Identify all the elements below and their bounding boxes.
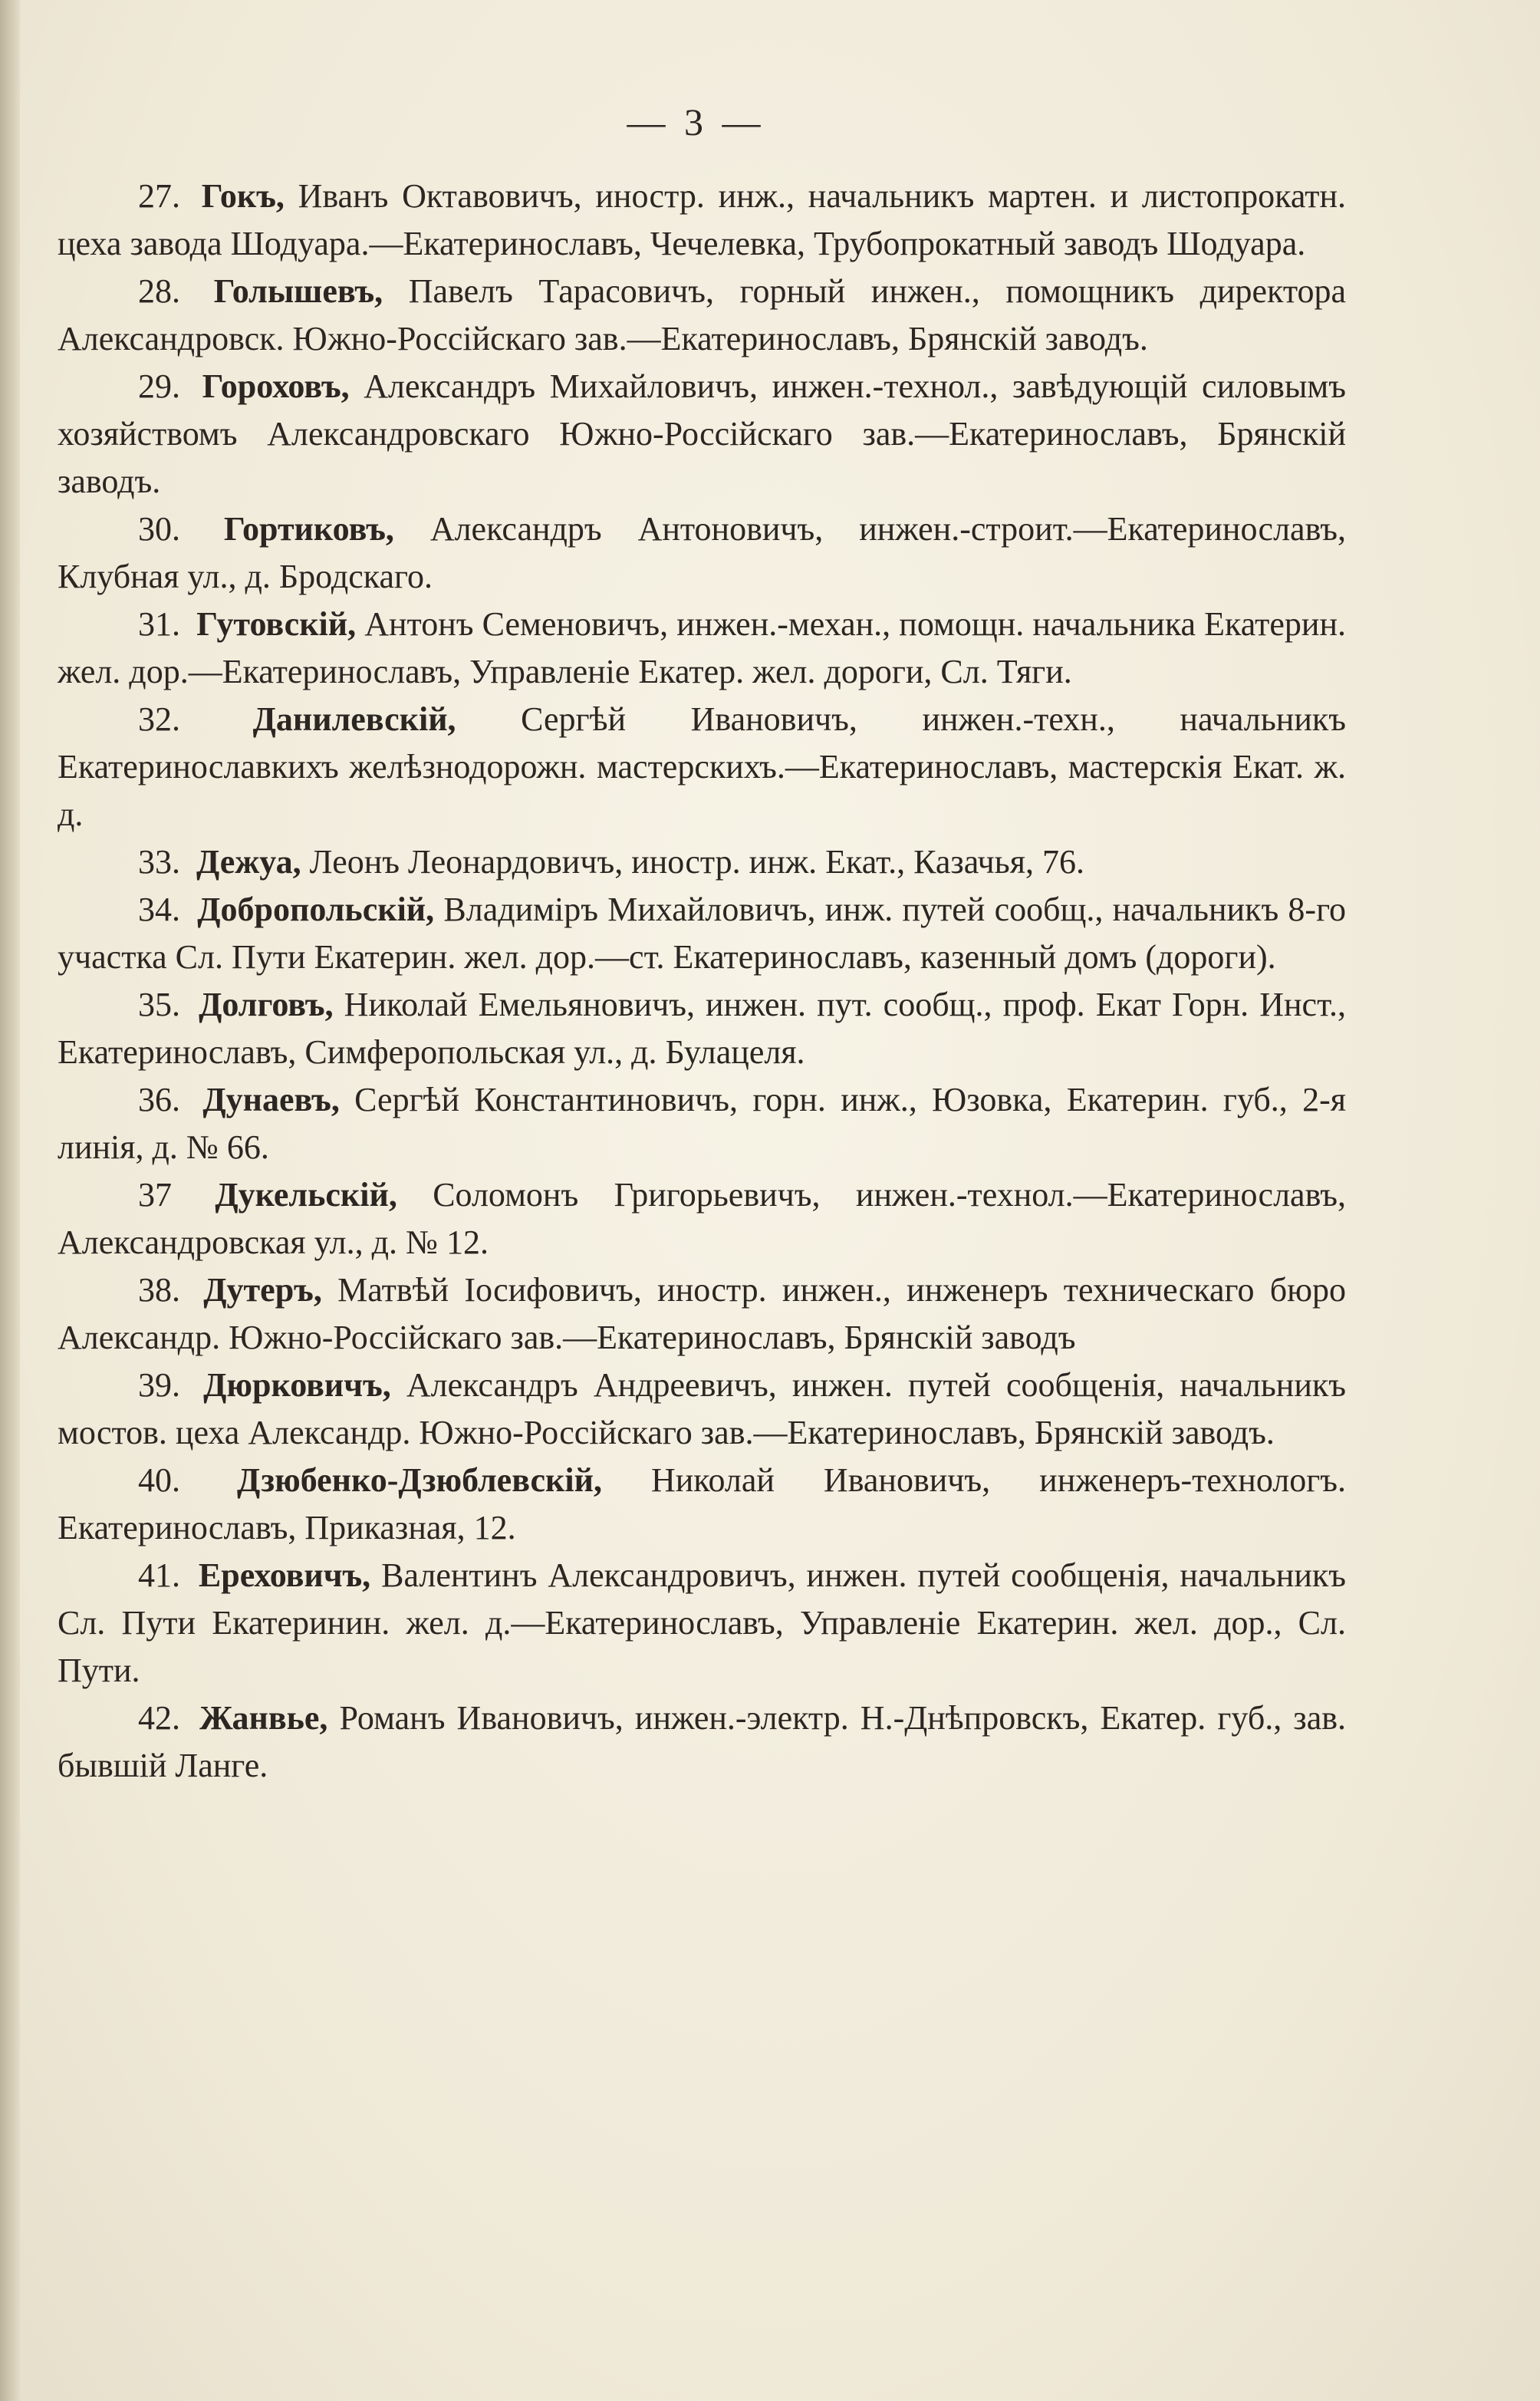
entry-number: 28. xyxy=(138,272,180,310)
entry-surname: Дукельскій, xyxy=(215,1176,397,1214)
entry-number: 36. xyxy=(138,1081,180,1118)
directory-entry xyxy=(58,981,1346,1076)
entry-surname: Данилевскій, xyxy=(252,700,456,738)
entry-number: 34. xyxy=(138,891,180,928)
entry-details: Сергѣй Ивановичъ, инжен.-техн., начальникъ Екатеринославкихъ желѣзнодорожн. мастерскихъ.—Екатеринославъ, мастерскія Екат. ж. д. xyxy=(58,700,1347,833)
entry-number: 38. xyxy=(138,1271,180,1309)
entry-number: 31. xyxy=(138,605,180,643)
entry-surname: Гутовскій, xyxy=(196,605,357,643)
entry-surname: Ереховичъ, xyxy=(198,1556,371,1594)
directory-entry xyxy=(58,506,1346,601)
entry-surname: Добропольскій, xyxy=(197,891,435,928)
entry-details: Антонъ Семеновичъ, инжен.-механ., помощн. начальника Екатерин. жел. дор.—Екатеринославъ, Управленіе Екатер. жел. дороги, Сл. Тяги. xyxy=(58,605,1347,690)
entry-surname: Дутеръ, xyxy=(203,1271,322,1309)
entry-details: Павелъ Тарасовичъ, горный инжен., помощникъ директора Александровск. Южно-Россійскаго зав.—Екатеринославъ, Брянскій заводъ. xyxy=(58,272,1347,357)
entry-details: Александръ Андреевичъ, инжен. путей сообщенія, начальникъ мостов. цеха Александр. Южно-Россійскаго зав.—Екатеринославъ, Брянскій заводъ. xyxy=(58,1366,1347,1451)
entry-number: 39. xyxy=(138,1366,180,1404)
directory-entry xyxy=(58,1076,1346,1171)
entry-surname: Дзюбенко-Дзюблевскій, xyxy=(237,1461,602,1499)
entry-surname: Гороховъ, xyxy=(202,367,350,405)
entry-number: 35. xyxy=(138,986,180,1023)
directory-entry xyxy=(58,1457,1346,1552)
directory-entry xyxy=(58,886,1346,981)
entry-surname: Голышевъ, xyxy=(213,272,383,310)
entry-number: 33. xyxy=(138,843,180,881)
entry-number: 30. xyxy=(138,510,180,548)
entry-surname: Дюрковичъ, xyxy=(203,1366,391,1404)
entry-number: 40. xyxy=(138,1461,180,1499)
entry-surname: Дежуа, xyxy=(196,843,301,881)
directory-entry xyxy=(58,268,1346,363)
entry-details: Леонъ Леонардовичъ, иностр. инж. Екат., Казачья, 76. xyxy=(309,843,1084,881)
entry-number: 41. xyxy=(138,1556,180,1594)
entry-number: 27. xyxy=(138,177,180,215)
entry-details: Сергѣй Константиновичъ, горн. инж., Юзовка, Екатерин. губ., 2-я линія, д. № 66. xyxy=(58,1081,1346,1166)
directory-entries xyxy=(58,173,1346,1790)
directory-entry xyxy=(58,1695,1346,1790)
entry-details: Владимiръ Михайловичъ, инж. путей сообщ., начальникъ 8-го участка Сл. Пути Екатерин. жел. дор.—ст. Екатеринославъ, казенный домъ (дороги). xyxy=(58,891,1347,976)
directory-entry xyxy=(58,173,1346,268)
directory-entry xyxy=(58,1171,1346,1266)
entry-details: Матвѣй Іосифовичъ, иностр. инжен., инженеръ техническаго бюро Александр. Южно-Россійскаго зав.—Екатеринославъ, Брянскій заводъ xyxy=(58,1271,1347,1356)
directory-entry xyxy=(58,363,1346,506)
entry-surname: Долговъ, xyxy=(199,986,334,1023)
directory-entry xyxy=(58,696,1346,838)
entry-details: Александръ Михайловичъ, инжен.-технол., завѣдующій силовымъ хозяйствомъ Александровскаго Южно-Россійскаго зав.—Екатеринославъ, Брянскій заводъ. xyxy=(58,367,1347,500)
entry-details: Иванъ Октавовичъ, иностр. инж., начальникъ мартен. и листопрокатн. цеха завода Шодуара.—Екатеринославъ, Чечелевка, Трубопрокатный заводъ Шодуара. xyxy=(58,177,1346,262)
directory-entry xyxy=(58,838,1346,886)
entry-number: 29. xyxy=(138,367,180,405)
page-binding-edge xyxy=(0,0,20,2401)
page-number: — 3 — xyxy=(627,100,765,143)
entry-surname: Дунаевъ, xyxy=(202,1081,340,1118)
entry-number: 37 xyxy=(138,1176,172,1214)
directory-entry xyxy=(58,1266,1346,1362)
entry-details: Романъ Ивановичъ, инжен.-электр. Н.-Днѣпровскъ, Екатер. губ., зав. бывшій Ланге. xyxy=(58,1699,1346,1784)
entry-details: Соломонъ Григорьевичъ, инжен.-технол.—Екатеринославъ, Александровская ул., д. № 12. xyxy=(58,1176,1347,1261)
directory-entry xyxy=(58,601,1346,696)
entry-number: 32. xyxy=(138,700,180,738)
entry-details: Николай Ивановичъ, инженеръ-технологъ. Екатеринославъ, Приказная, 12. xyxy=(58,1461,1346,1546)
entry-details: Александръ Антоновичъ, инжен.-строит.—Екатеринославъ, Клубная ул., д. Бродскаго. xyxy=(58,510,1346,595)
directory-entry xyxy=(58,1552,1346,1695)
entry-details: Николай Емельяновичъ, инжен. пут. сообщ., проф. Екат Горн. Инст., Екатеринославъ, Симферопольская ул., д. Булацеля. xyxy=(58,986,1346,1071)
entry-surname: Жанвье, xyxy=(199,1699,328,1737)
entry-surname: Гортиковъ, xyxy=(223,510,394,548)
directory-entry xyxy=(58,1362,1346,1457)
entry-number: 42. xyxy=(138,1699,180,1737)
entry-details: Валентинъ Александровичъ, инжен. путей сообщенія, начальникъ Сл. Пути Екатеринин. жел. д.—Екатеринославъ, Управленіе Екатерин. жел. дор., Сл. Пути. xyxy=(58,1556,1347,1689)
entry-surname: Гокъ, xyxy=(201,177,285,215)
